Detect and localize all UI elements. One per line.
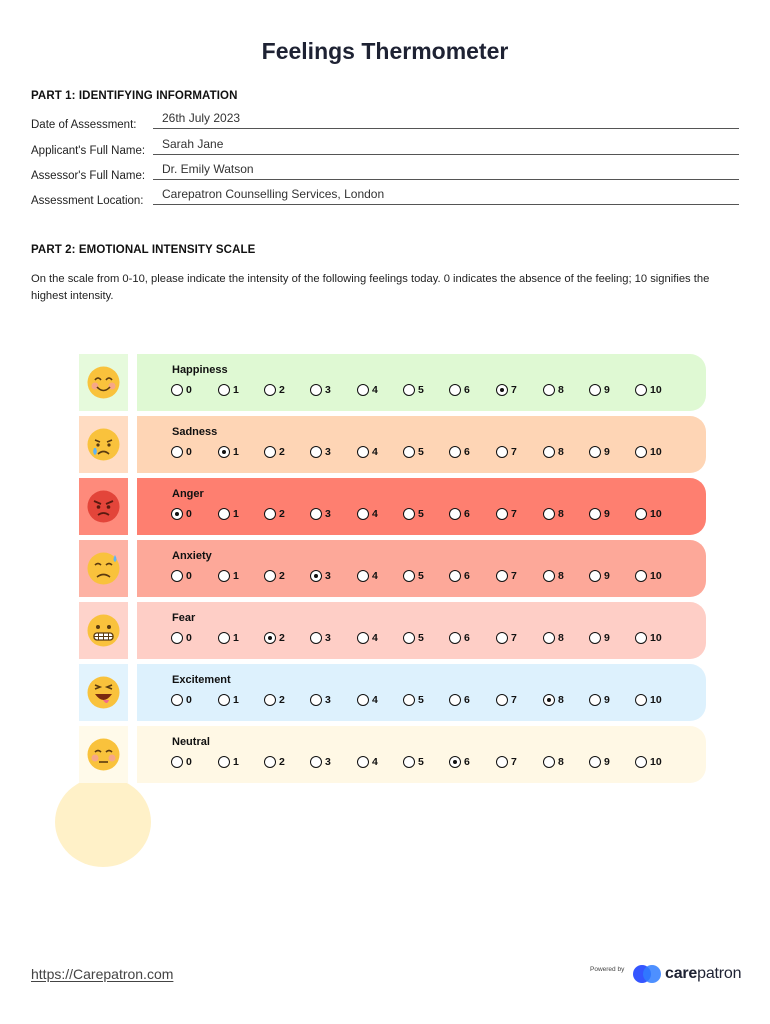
radio-button[interactable]	[264, 694, 276, 706]
radio-label: 6	[464, 570, 470, 582]
emotion-icon-box	[79, 354, 128, 411]
field-label: Date of Assessment:	[31, 119, 137, 131]
radio-label: 7	[511, 508, 517, 520]
radio-option-1[interactable]	[218, 383, 239, 397]
radio-label: 10	[650, 384, 662, 396]
radio-label: 8	[558, 384, 564, 396]
radio-option-4[interactable]	[357, 569, 378, 583]
emotion-icon-box	[79, 602, 128, 659]
field-label: Assessor's Full Name:	[31, 170, 146, 182]
radio-option-4[interactable]	[357, 755, 378, 769]
part1-heading: PART 1: IDENTIFYING INFORMATION	[31, 90, 238, 102]
radio-label: 0	[186, 756, 192, 768]
radio-option-7[interactable]	[496, 445, 517, 459]
radio-option-10[interactable]	[635, 569, 662, 583]
radio-option-7[interactable]	[496, 631, 517, 645]
radio-label: 3	[325, 570, 331, 582]
powered-by-text: Powered by	[590, 966, 625, 973]
radio-label: 10	[650, 508, 662, 520]
radio-option-10[interactable]	[635, 631, 662, 645]
radio-label: 1	[233, 694, 239, 706]
date-of-assessment-value[interactable]: 26th July 2023	[162, 111, 241, 125]
radio-label: 3	[325, 508, 331, 520]
radio-option-5[interactable]	[403, 507, 424, 521]
radio-label: 2	[279, 694, 285, 706]
radio-option-8[interactable]	[543, 383, 564, 397]
decorative-circle	[55, 777, 151, 867]
carepatron-link[interactable]: https://Carepatron.com	[31, 966, 174, 982]
emotion-row-anger	[79, 478, 706, 535]
radio-option-7[interactable]	[496, 383, 517, 397]
anxious-face-icon	[86, 551, 121, 586]
radio-option-3[interactable]	[310, 693, 331, 707]
radio-label: 0	[186, 694, 192, 706]
assessment-location-field	[31, 183, 739, 207]
field-underline	[153, 128, 739, 129]
radio-option-4[interactable]	[357, 693, 378, 707]
radio-button[interactable]	[589, 446, 601, 458]
radio-button[interactable]	[496, 570, 508, 582]
radio-label: 3	[325, 446, 331, 458]
radio-button[interactable]	[635, 632, 647, 644]
radio-label: 4	[372, 570, 378, 582]
radio-option-5[interactable]	[403, 755, 424, 769]
radio-button[interactable]	[403, 508, 415, 520]
radio-option-4[interactable]	[357, 445, 378, 459]
radio-option-9[interactable]	[589, 631, 610, 645]
radio-label: 1	[233, 756, 239, 768]
radio-button[interactable]	[310, 384, 322, 396]
radio-button[interactable]	[635, 446, 647, 458]
radio-button[interactable]	[218, 384, 230, 396]
neutral-face-icon	[86, 737, 121, 772]
radio-label: 10	[650, 632, 662, 644]
radio-option-6[interactable]	[449, 383, 470, 397]
radio-button[interactable]	[403, 446, 415, 458]
radio-option-2[interactable]	[264, 631, 285, 645]
radio-button[interactable]	[635, 694, 647, 706]
radio-button[interactable]	[171, 570, 183, 582]
radio-option-1[interactable]	[218, 755, 239, 769]
radio-label: 0	[186, 508, 192, 520]
radio-option-5[interactable]	[403, 693, 424, 707]
radio-button[interactable]	[635, 570, 647, 582]
radio-option-3[interactable]	[310, 383, 331, 397]
radio-option-2[interactable]	[264, 569, 285, 583]
radio-option-7[interactable]	[496, 569, 517, 583]
assessment-location-value[interactable]: Carepatron Counselling Services, London	[162, 187, 385, 201]
radio-option-4[interactable]	[357, 383, 378, 397]
radio-button[interactable]	[543, 694, 555, 706]
radio-button[interactable]	[357, 508, 369, 520]
radio-option-7[interactable]	[496, 755, 517, 769]
radio-button[interactable]	[496, 694, 508, 706]
emotion-icon-box	[79, 726, 128, 783]
radio-button[interactable]	[264, 632, 276, 644]
radio-label: 6	[464, 446, 470, 458]
radio-option-9[interactable]	[589, 693, 610, 707]
radio-label: 9	[604, 508, 610, 520]
emotion-name: Fear	[172, 612, 196, 624]
page-title: Feelings Thermometer	[261, 38, 509, 64]
radio-button[interactable]	[496, 508, 508, 520]
radio-button[interactable]	[403, 570, 415, 582]
radio-button[interactable]	[171, 508, 183, 520]
radio-label: 1	[233, 508, 239, 520]
radio-label: 1	[233, 384, 239, 396]
radio-label: 1	[233, 570, 239, 582]
radio-label: 8	[558, 632, 564, 644]
radio-option-2[interactable]	[264, 693, 285, 707]
radio-option-6[interactable]	[449, 445, 470, 459]
radio-label: 6	[464, 508, 470, 520]
radio-label: 2	[279, 756, 285, 768]
radio-option-7[interactable]	[496, 693, 517, 707]
radio-button[interactable]	[171, 756, 183, 768]
emotion-name: Sadness	[172, 426, 218, 438]
radio-label: 5	[418, 632, 424, 644]
radio-label: 6	[464, 384, 470, 396]
carepatron-brand	[665, 965, 741, 983]
radio-label: 3	[325, 632, 331, 644]
radio-option-3[interactable]	[310, 631, 331, 645]
radio-label: 9	[604, 384, 610, 396]
radio-label: 4	[372, 384, 378, 396]
radio-label: 3	[325, 756, 331, 768]
radio-label: 5	[418, 508, 424, 520]
radio-button[interactable]	[264, 384, 276, 396]
radio-option-0[interactable]	[171, 507, 192, 521]
radio-button[interactable]	[310, 632, 322, 644]
radio-label: 8	[558, 694, 564, 706]
radio-option-5[interactable]	[403, 445, 424, 459]
radio-option-2[interactable]	[264, 383, 285, 397]
radio-button[interactable]	[403, 632, 415, 644]
radio-option-5[interactable]	[403, 631, 424, 645]
radio-option-0[interactable]	[171, 569, 192, 583]
radio-option-0[interactable]	[171, 383, 192, 397]
crying-face-icon	[86, 427, 121, 462]
radio-label: 8	[558, 508, 564, 520]
emotion-name: Neutral	[172, 736, 210, 748]
radio-label: 8	[558, 446, 564, 458]
radio-label: 4	[372, 632, 378, 644]
brand-rest: patron	[697, 965, 742, 982]
radio-option-9[interactable]	[589, 755, 610, 769]
emotion-row-sadness	[79, 416, 706, 473]
carepatron-logo-icon	[632, 963, 664, 985]
radio-button[interactable]	[543, 632, 555, 644]
radio-label: 4	[372, 694, 378, 706]
radio-option-1[interactable]	[218, 693, 239, 707]
emotion-row-anxiety	[79, 540, 706, 597]
radio-label: 0	[186, 384, 192, 396]
radio-label: 1	[233, 632, 239, 644]
radio-button[interactable]	[218, 694, 230, 706]
radio-button[interactable]	[449, 384, 461, 396]
radio-option-5[interactable]	[403, 383, 424, 397]
radio-label: 9	[604, 756, 610, 768]
radio-button[interactable]	[218, 446, 230, 458]
radio-button[interactable]	[635, 384, 647, 396]
emotion-icon-box	[79, 478, 128, 535]
radio-label: 7	[511, 632, 517, 644]
radio-option-9[interactable]	[589, 507, 610, 521]
radio-option-6[interactable]	[449, 507, 470, 521]
radio-button[interactable]	[171, 694, 183, 706]
radio-button[interactable]	[496, 446, 508, 458]
radio-button[interactable]	[310, 446, 322, 458]
radio-option-6[interactable]	[449, 693, 470, 707]
radio-option-7[interactable]	[496, 507, 517, 521]
emotion-icon-box	[79, 664, 128, 721]
excited-face-icon	[86, 675, 121, 710]
radio-button[interactable]	[171, 384, 183, 396]
emotion-icon-box	[79, 416, 128, 473]
radio-button[interactable]	[543, 446, 555, 458]
radio-label: 10	[650, 570, 662, 582]
radio-label: 10	[650, 446, 662, 458]
radio-option-10[interactable]	[635, 383, 662, 397]
radio-label: 3	[325, 694, 331, 706]
field-label: Applicant's Full Name:	[31, 145, 146, 157]
radio-button[interactable]	[357, 694, 369, 706]
radio-button[interactable]	[171, 632, 183, 644]
field-underline	[153, 154, 739, 155]
radio-button[interactable]	[543, 384, 555, 396]
radio-option-8[interactable]	[543, 693, 564, 707]
radio-label: 7	[511, 694, 517, 706]
assessor-name-field	[31, 158, 739, 182]
radio-option-5[interactable]	[403, 569, 424, 583]
radio-button[interactable]	[403, 694, 415, 706]
radio-option-1[interactable]	[218, 631, 239, 645]
radio-label: 2	[279, 570, 285, 582]
radio-button[interactable]	[310, 756, 322, 768]
radio-label: 9	[604, 694, 610, 706]
radio-button[interactable]	[449, 756, 461, 768]
radio-button[interactable]	[264, 446, 276, 458]
radio-option-1[interactable]	[218, 445, 239, 459]
radio-label: 9	[604, 632, 610, 644]
emotion-name: Anger	[172, 488, 204, 500]
radio-option-9[interactable]	[589, 569, 610, 583]
radio-option-4[interactable]	[357, 507, 378, 521]
radio-button[interactable]	[218, 756, 230, 768]
radio-option-2[interactable]	[264, 507, 285, 521]
radio-button[interactable]	[171, 446, 183, 458]
radio-button[interactable]	[449, 446, 461, 458]
radio-option-3[interactable]	[310, 445, 331, 459]
emotion-icon-box	[79, 540, 128, 597]
radio-option-8[interactable]	[543, 445, 564, 459]
radio-label: 6	[464, 694, 470, 706]
radio-label: 10	[650, 756, 662, 768]
applicant-name-field	[31, 133, 739, 157]
radio-button[interactable]	[403, 756, 415, 768]
emotion-name: Happiness	[172, 364, 228, 376]
radio-button[interactable]	[496, 632, 508, 644]
emotion-row-excitement	[79, 664, 706, 721]
radio-button[interactable]	[496, 384, 508, 396]
radio-button[interactable]	[310, 570, 322, 582]
emotion-row-fear	[79, 602, 706, 659]
radio-label: 4	[372, 508, 378, 520]
radio-button[interactable]	[589, 508, 601, 520]
radio-label: 8	[558, 756, 564, 768]
radio-option-9[interactable]	[589, 383, 610, 397]
radio-button[interactable]	[357, 446, 369, 458]
smiling-face-icon	[86, 365, 121, 400]
radio-button[interactable]	[264, 508, 276, 520]
radio-button[interactable]	[543, 756, 555, 768]
radio-option-2[interactable]	[264, 445, 285, 459]
radio-button[interactable]	[403, 384, 415, 396]
radio-button[interactable]	[449, 694, 461, 706]
radio-label: 6	[464, 756, 470, 768]
radio-label: 5	[418, 570, 424, 582]
radio-option-1[interactable]	[218, 569, 239, 583]
radio-option-2[interactable]	[264, 755, 285, 769]
radio-button[interactable]	[449, 570, 461, 582]
field-underline	[153, 179, 739, 180]
angry-face-icon	[86, 489, 121, 524]
radio-option-9[interactable]	[589, 445, 610, 459]
applicant-name-value[interactable]: Sarah Jane	[162, 137, 224, 151]
radio-label: 9	[604, 570, 610, 582]
radio-button[interactable]	[635, 508, 647, 520]
radio-option-3[interactable]	[310, 569, 331, 583]
radio-label: 5	[418, 694, 424, 706]
radio-option-0[interactable]	[171, 445, 192, 459]
radio-label: 2	[279, 632, 285, 644]
radio-button[interactable]	[449, 508, 461, 520]
radio-option-1[interactable]	[218, 507, 239, 521]
radio-option-8[interactable]	[543, 507, 564, 521]
radio-label: 1	[233, 446, 239, 458]
radio-button[interactable]	[357, 570, 369, 582]
radio-button[interactable]	[218, 632, 230, 644]
radio-label: 5	[418, 756, 424, 768]
part2-heading: PART 2: EMOTIONAL INTENSITY SCALE	[31, 244, 256, 256]
radio-label: 4	[372, 446, 378, 458]
radio-label: 2	[279, 384, 285, 396]
emotion-name: Anxiety	[172, 550, 212, 562]
radio-button[interactable]	[589, 694, 601, 706]
radio-option-0[interactable]	[171, 755, 192, 769]
radio-button[interactable]	[543, 508, 555, 520]
emotion-row-happiness	[79, 354, 706, 411]
grimacing-face-icon	[86, 613, 121, 648]
radio-button[interactable]	[218, 570, 230, 582]
field-label: Assessment Location:	[31, 195, 144, 207]
radio-option-6[interactable]	[449, 755, 470, 769]
brand-bold: care	[665, 965, 698, 982]
radio-label: 5	[418, 446, 424, 458]
radio-option-10[interactable]	[635, 755, 662, 769]
radio-option-0[interactable]	[171, 631, 192, 645]
radio-label: 7	[511, 570, 517, 582]
radio-button[interactable]	[357, 756, 369, 768]
radio-option-3[interactable]	[310, 507, 331, 521]
radio-button[interactable]	[264, 756, 276, 768]
instructions-text: On the scale from 0-10, please indicate the intensity of the following feelings today. 0 indicates the absence of the feeling; 10 signifies the highest intensity.	[31, 273, 710, 302]
radio-option-10[interactable]	[635, 507, 662, 521]
radio-label: 0	[186, 632, 192, 644]
radio-button[interactable]	[543, 570, 555, 582]
radio-option-3[interactable]	[310, 755, 331, 769]
emotion-name: Excitement	[172, 674, 231, 686]
radio-label: 4	[372, 756, 378, 768]
radio-label: 3	[325, 384, 331, 396]
radio-label: 2	[279, 508, 285, 520]
radio-label: 9	[604, 446, 610, 458]
radio-label: 7	[511, 756, 517, 768]
radio-label: 0	[186, 446, 192, 458]
radio-label: 0	[186, 570, 192, 582]
radio-option-8[interactable]	[543, 755, 564, 769]
radio-option-0[interactable]	[171, 693, 192, 707]
radio-option-6[interactable]	[449, 569, 470, 583]
radio-label: 6	[464, 632, 470, 644]
radio-button[interactable]	[589, 570, 601, 582]
radio-button[interactable]	[589, 756, 601, 768]
radio-button[interactable]	[589, 384, 601, 396]
radio-button[interactable]	[218, 508, 230, 520]
radio-label: 7	[511, 446, 517, 458]
radio-button[interactable]	[357, 632, 369, 644]
radio-option-10[interactable]	[635, 445, 662, 459]
emotion-row-neutral	[79, 726, 706, 783]
radio-option-8[interactable]	[543, 569, 564, 583]
radio-button[interactable]	[264, 570, 276, 582]
radio-label: 5	[418, 384, 424, 396]
radio-button[interactable]	[589, 632, 601, 644]
radio-button[interactable]	[357, 384, 369, 396]
radio-label: 10	[650, 694, 662, 706]
radio-button[interactable]	[496, 756, 508, 768]
radio-button[interactable]	[449, 632, 461, 644]
radio-button[interactable]	[635, 756, 647, 768]
radio-label: 2	[279, 446, 285, 458]
date-of-assessment-field	[31, 107, 739, 131]
radio-label: 8	[558, 570, 564, 582]
radio-label: 7	[511, 384, 517, 396]
assessor-name-value[interactable]: Dr. Emily Watson	[162, 162, 254, 176]
radio-option-10[interactable]	[635, 693, 662, 707]
field-underline	[153, 204, 739, 205]
radio-button[interactable]	[310, 508, 322, 520]
radio-option-4[interactable]	[357, 631, 378, 645]
radio-option-8[interactable]	[543, 631, 564, 645]
radio-option-6[interactable]	[449, 631, 470, 645]
radio-button[interactable]	[310, 694, 322, 706]
